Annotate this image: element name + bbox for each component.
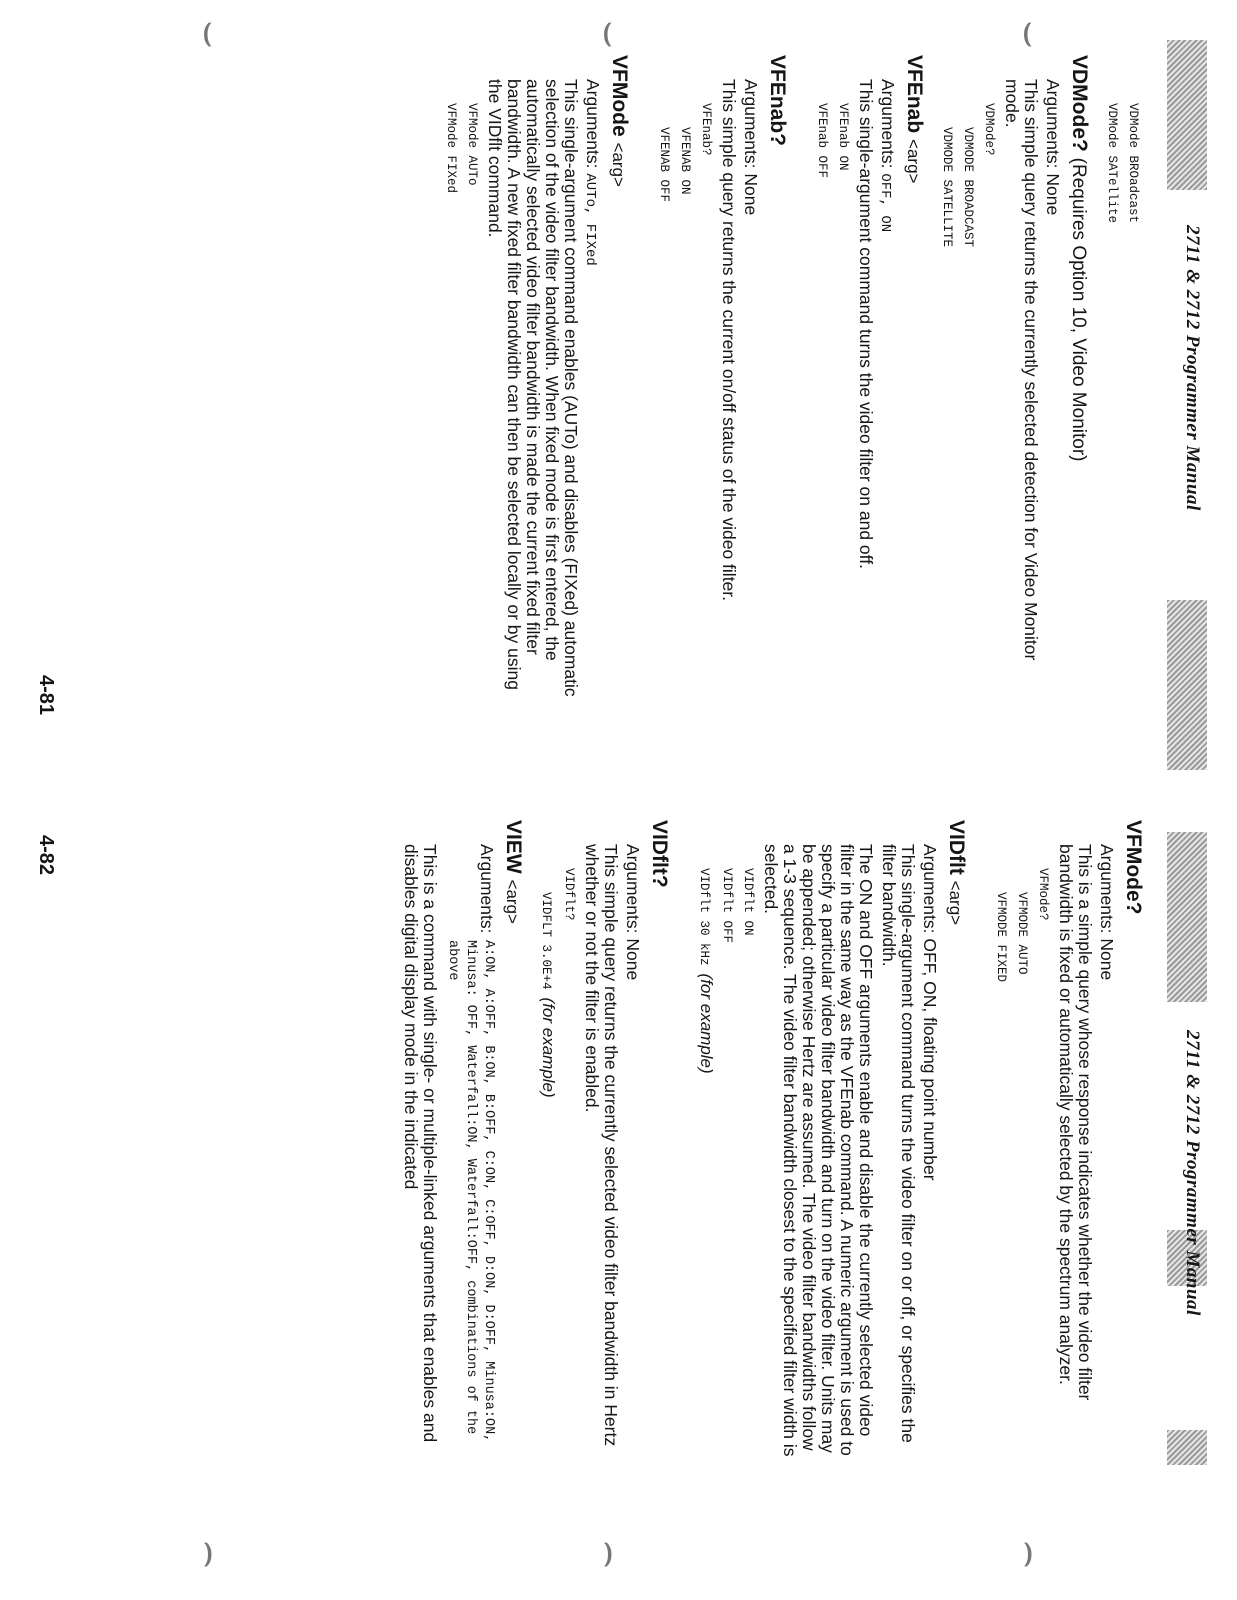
example-command: VFMode FIXed [444,103,458,194]
header-shading-bar [1167,1430,1207,1465]
arguments-line: Arguments: AUTo, FIXed [582,79,603,266]
section-title-vfenab: VFEnab <arg> [903,55,926,184]
left-page-column [442,55,1145,775]
arguments-block: Arguments: A:ON, A:OFF, B:ON, B:OFF, C:ON, C:OFF, D:ON, D:OFF, Minusa:ON, Minusa: OFF, Waterfall:ON, Waterfall:OFF, combinations of the above [445,844,497,1443]
binder-hole-mark: ⌢ [1007,1540,1056,1569]
section-title-vfenab-query: VFEnab? [766,55,789,147]
example-response: VFMODE AUTO [1015,892,1029,975]
description: This simple query returns the current on/off status of the video filter. [719,79,739,602]
description: This single-argument command turns the video filter on or off, or specifies the filter bandwidth. [879,844,918,1443]
example-command: VIDflt ON [741,868,755,936]
example-command: VFEnab ON [836,103,850,171]
page-header-title: 2711 & 2712 Programmer Manual [1182,1030,1203,1316]
example-response: VIDFLT 3.0E+4(for example) [539,892,558,1098]
arguments-line: Arguments: None [623,844,643,981]
description: This simple query returns the currently selected detection for Video Monitor mode. [1002,79,1041,661]
example-response: VFMODE FIXED [994,892,1008,983]
description: This single-argument command enables (AUTo) and disables (FIXed) automatic selection of the video filter bandwidth. When fixed mode is first entered, the automatically selected video filter bandwidth is made the current fixed filter bandwidth. A new fixed filter bandwidth can then be selected locally or by using the VIDflt command. [485,79,581,697]
example-response: VDMODE SATELLITE [940,127,954,248]
binder-hole-mark: ⌣ [187,20,236,49]
header-shading-bar [1167,832,1207,1002]
binder-hole-mark: ⌣ [1007,20,1056,49]
section-title-view: VIEW <arg> [502,820,525,924]
page-number: 4-82 [35,835,57,876]
example-command: VIDflt 30 kHz(for example) [697,868,716,1074]
page-header-title: 2711 & 2712 Programmer Manual [1182,225,1203,511]
section-title-vidflt-query: VIDflt? [648,820,671,888]
example-command: VDMode? [982,103,996,156]
example-command: VFMode? [1036,868,1050,921]
binder-hole-mark: ⌢ [587,1540,636,1569]
description: This simple query returns the currently selected video filter bandwidth in Hertz whether or not the filter is enabled. [582,844,621,1447]
section-title-vfmode-query: VFMode? [1122,820,1145,915]
right-page-column [397,820,1145,1540]
header-shading-bar [1167,600,1207,770]
example-command: VIDflt? [562,868,576,921]
example-command: VFEnab? [699,103,713,156]
section-title-vidflt: VIDflt <arg> [945,820,968,926]
section-title-vfmode: VFMode <arg> [608,55,631,187]
description: This single-argument command turns the video filter on and off. [856,79,876,569]
arguments-line: Arguments: None [1097,844,1117,981]
example-command: VFMode AUTo [465,103,479,186]
example-command: VDMode SATellite [1105,103,1119,224]
example-command: VIDflt OFF [720,868,734,944]
example-response: VDMODE BROADCAST [961,127,975,248]
description: This is a command with single- or multiple-linked arguments that enables and disables digital display mode in the indicated [401,844,440,1443]
header-shading-bar [1167,40,1207,190]
arguments-line: Arguments: OFF, ON, floating point number [920,844,940,1181]
description: The ON and OFF arguments enable and disable the currently selected video filter in the same way as the VFEnab command. A numeric argument is used to specify a particular video filter bandwidth and turn on the video filter. Units may be appended; otherwise Hertz are assumed. The video filter bandwidths follow a 1-3 sequence. The video filter bandwidth closest to the specified filter width is selected. [761,844,876,1457]
arguments-line: Arguments: None [741,79,761,216]
binder-hole-mark: ⌢ [187,1540,236,1569]
binder-hole-mark: ⌣ [587,20,636,49]
description: This is a simple query whose response indicates whether the video filter bandwidth is fixed or automatically selected by the spectrum analyzer. [1056,844,1095,1401]
section-title-vdmode-query: VDMode? (Requires Option 10, Video Monitor) [1068,55,1091,462]
example-command: VFEnab OFF [815,103,829,179]
page-number: 4-81 [35,675,57,716]
arguments-line: Arguments: None [1043,79,1063,216]
example-response: VFENAB OFF [657,127,671,203]
arguments-line: Arguments: OFF, ON [877,79,898,233]
example-response: VFENAB ON [678,127,692,195]
example-command: VDMode BROadcast [1126,103,1140,224]
